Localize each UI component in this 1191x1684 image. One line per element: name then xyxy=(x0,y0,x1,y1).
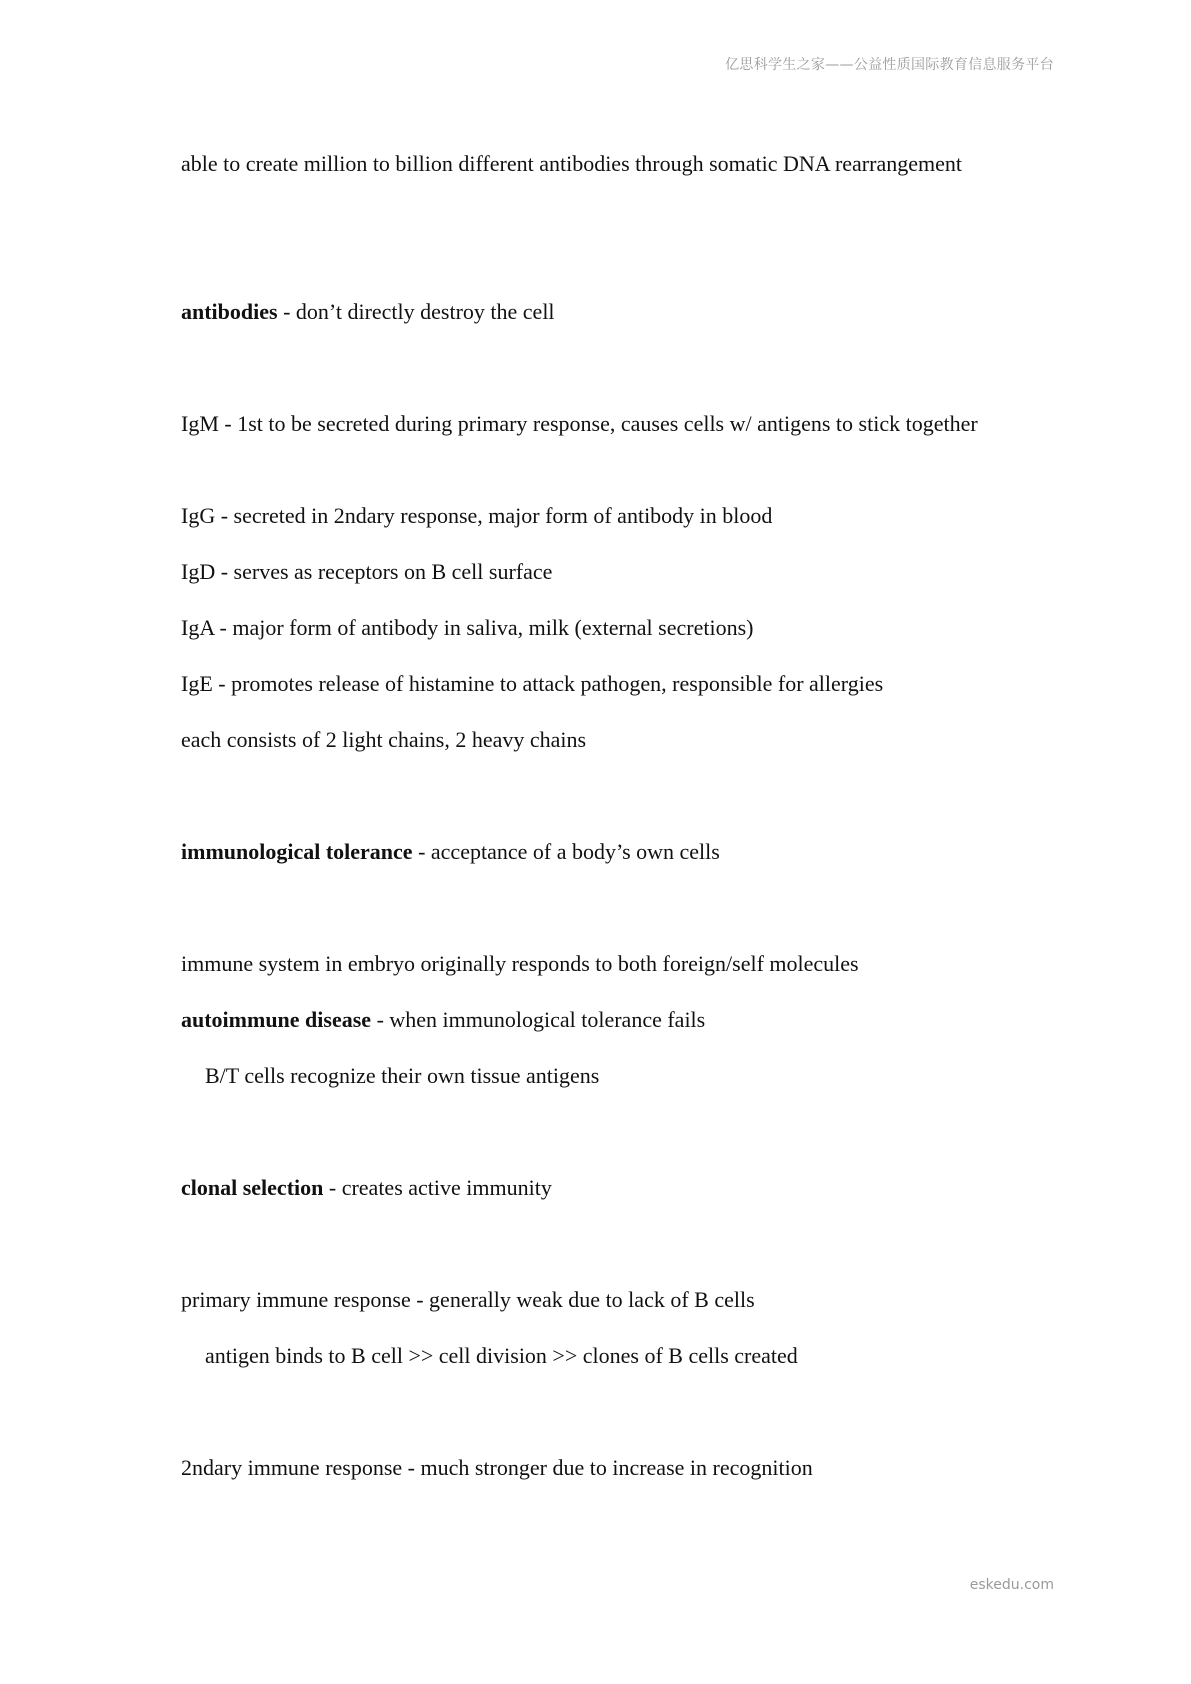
paragraph-clonal-selection xyxy=(181,1170,1015,1206)
paragraph-autoimmune xyxy=(181,1002,1015,1038)
paragraph-bt-cells: B/T cells recognize their own tissue antigens xyxy=(205,1063,600,1088)
paragraph-iga: IgA - major form of antibody in saliva, milk (external secretions) xyxy=(181,615,754,640)
page-header: 亿思科学生之家——公益性质国际教育信息服务平台 xyxy=(725,57,1054,73)
definition-autoimmune-disease: - when immunological tolerance fails xyxy=(371,1007,706,1032)
paragraph-ige: IgE - promotes release of histamine to attack pathogen, responsible for allergies xyxy=(181,671,884,696)
paragraph-antibodies xyxy=(181,294,1015,330)
paragraph-igg: IgG - secreted in 2ndary response, major form of antibody in blood xyxy=(181,503,773,528)
term-immunological-tolerance: immunological tolerance xyxy=(181,839,413,864)
paragraph-igm: IgM - 1st to be secreted during primary response, causes cells w/ antigens to stick together xyxy=(181,411,978,436)
paragraph-antibody-diversity: able to create million to billion different antibodies through somatic DNA rearrangement xyxy=(181,151,962,176)
paragraph-secondary-response: 2ndary immune response - much stronger due to increase in recognition xyxy=(181,1455,813,1480)
definition-antibodies: - don’t directly destroy the cell xyxy=(277,299,555,324)
paragraph-chains: each consists of 2 light chains, 2 heavy chains xyxy=(181,727,587,752)
page-footer: eskedu.com xyxy=(969,1577,1054,1593)
paragraph-primary-response: primary immune response - generally weak due to lack of B cells xyxy=(181,1287,755,1312)
term-clonal-selection: clonal selection xyxy=(181,1175,324,1200)
definition-clonal-selection: - creates active immunity xyxy=(323,1175,552,1200)
term-autoimmune-disease: autoimmune disease xyxy=(181,1007,372,1032)
paragraph-embryo-immune: immune system in embryo originally responds to both foreign/self molecules xyxy=(181,951,859,976)
definition-immunological-tolerance: - acceptance of a body’s own cells xyxy=(412,839,720,864)
paragraph-immunological-tolerance xyxy=(181,834,1015,870)
paragraph-antigen-binding: antigen binds to B cell >> cell division >> clones of B cells created xyxy=(205,1343,798,1368)
term-antibodies: antibodies xyxy=(181,299,278,324)
paragraph-igd: IgD - serves as receptors on B cell surface xyxy=(181,559,553,584)
